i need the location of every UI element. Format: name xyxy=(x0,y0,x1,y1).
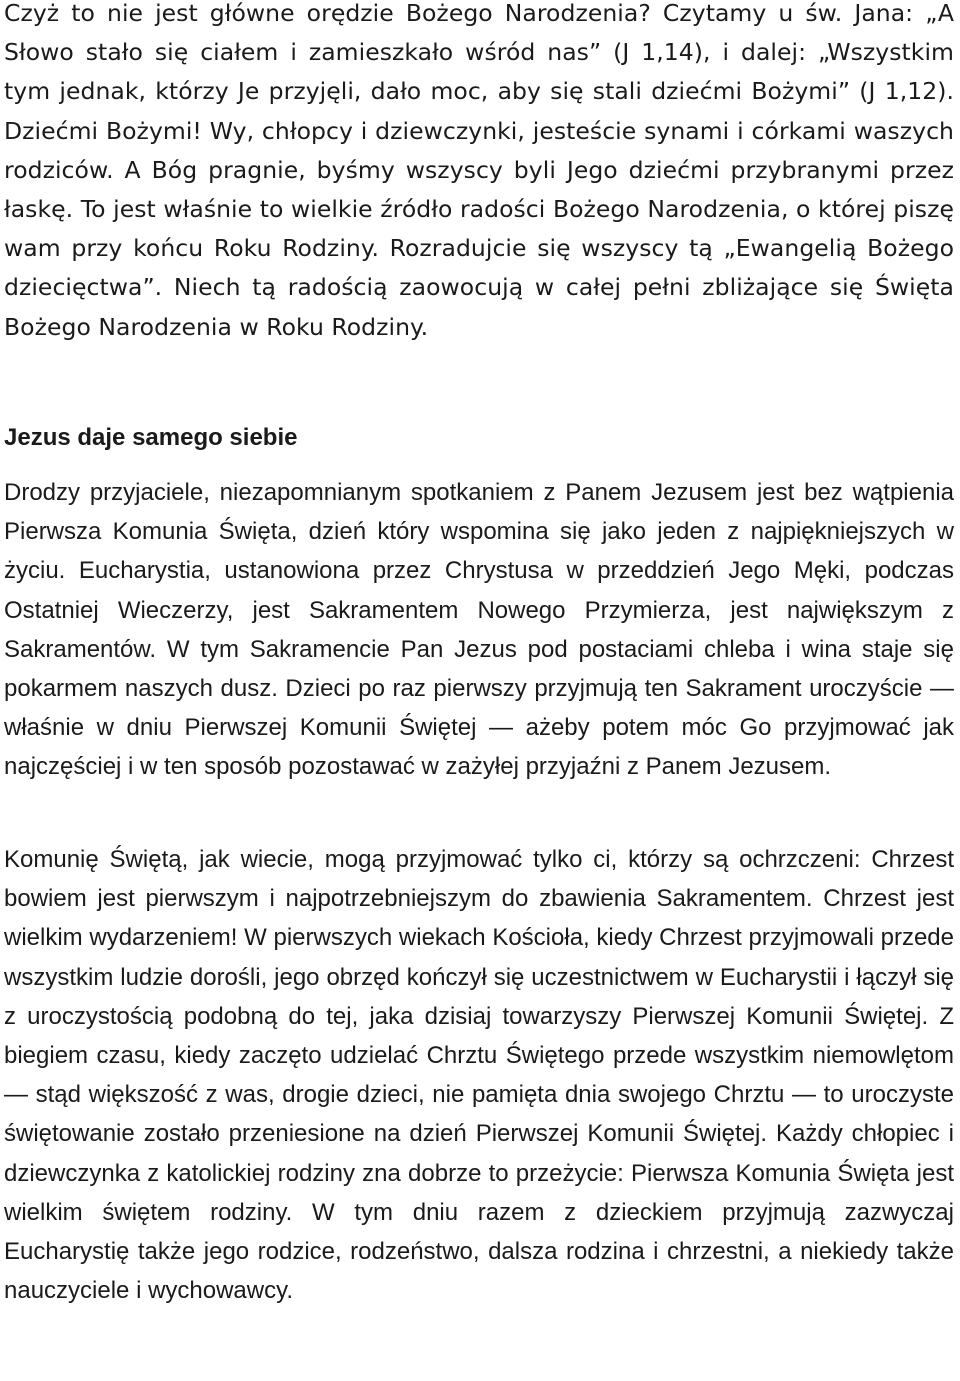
body-paragraph-1: Drodzy przyjaciele, niezapomnianym spotkaniem z Panem Jezusem jest bez wątpienia Pierwsza Komunia Święta, dzień który wspomina się jako jeden z najpiękniejszych w życiu. Eucharystia, ustanowiona przez Chrystusa w przeddzień Jego Męki, podczas Ostatniej Wieczerzy, jest Sakramentem Nowego Przymierza, jest największym z Sakramentów. W tym Sakramencie Pan Jezus pod postaciami chleba i wina staje się pokarmem naszych dusz. Dzieci po raz pierwszy przyjmują ten Sakrament uroczyście — właśnie w dniu Pierwszej Komunii Świętej — ażeby potem móc Go przyjmować jak najczęściej i w ten sposób pozostawać w zażyłej przyjaźni z Panem Jezusem. xyxy=(4,479,954,781)
intro-paragraph: Czyż to nie jest główne orędzie Bożego Narodzenia? Czytamy u św. Jana: „A Słowo stało się ciałem i zamieszkało wśród nas” (J 1,14), i dalej: „Wszystkim tym jednak, którzy Je przyjęli, dało moc, aby się stali dziećmi Bożymi” (J 1,12). Dziećmi Bożymi! Wy, chłopcy i dziewczynki, jesteście synami i córkami waszych rodziców. A Bóg pragnie, byśmy wszyscy byli Jego dziećmi przybranymi przez łaskę. To jest właśnie to wielkie źródło radości Bożego Narodzenia, o której piszę wam przy końcu Roku Rodziny. Rozradujcie się wszyscy tą „Ewangelią Bożego dziecięctwa”. Niech tą radością zaowocują w całej pełni zbliżające się Święta Bożego Narodzenia w Roku Rodziny. xyxy=(4,0,954,341)
section-heading: Jezus daje samego siebie xyxy=(4,424,298,451)
body-paragraph-2: Komunię Świętą, jak wiecie, mogą przyjmować tylko ci, którzy są ochrzczeni: Chrzest bowiem jest pierwszym i najpotrzebniejszym do zbawienia Sakramentem. Chrzest jest wielkim wydarzeniem! W pierwszych wiekach Kościoła, kiedy Chrzest przyjmowali przede wszystkim ludzie dorośli, jego obrzęd kończył się uczestnictwem w Eucharystii i łączył się z uroczystością podobną do tej, jaka dzisiaj towarzyszy Pierwszej Komunii Świętej. Z biegiem czasu, kiedy zaczęto udzielać Chrztu Świętego przede wszystkim niemowlętom — stąd większość z was, drogie dzieci, nie pamięta dnia swojego Chrztu — to uroczyste świętowanie zostało przeniesione na dzień Pierwszej Komunii Świętej. Każdy chłopiec i dziewczynka z katolickiej rodziny zna dobrze to przeżycie: Pierwsza Komunia Święta jest wielkim świętem rodziny. W tym dniu razem z dzieckiem przyjmują zazwyczaj Eucharystię także jego rodzice, rodzeństwo, dalsza rodzina i chrzestni, a niekiedy także nauczyciele i wychowawcy. xyxy=(4,846,954,1305)
